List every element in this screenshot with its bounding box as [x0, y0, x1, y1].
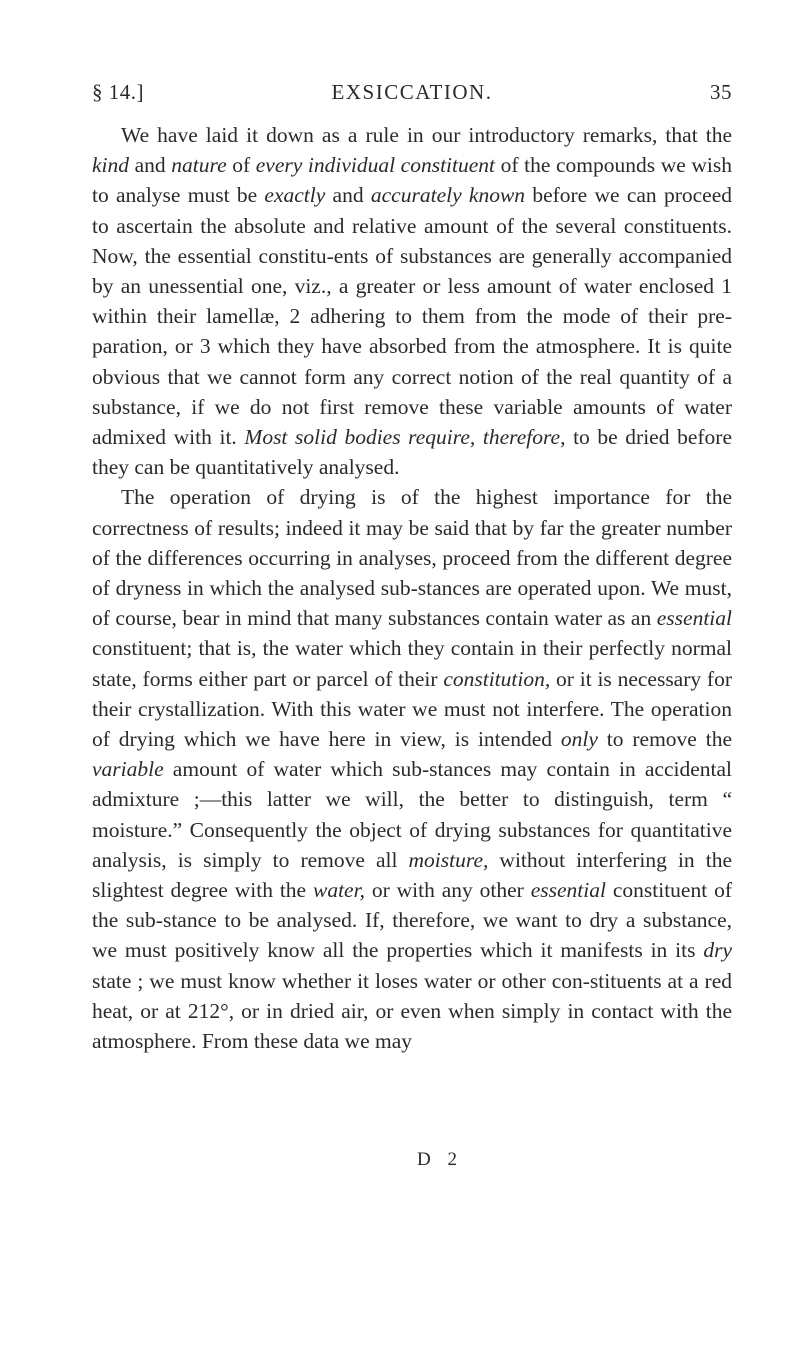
italic-text: constitution,: [443, 666, 551, 691]
italic-text: kind: [92, 153, 130, 178]
body-text: [92, 120, 732, 1056]
text-run: or with any other: [364, 878, 531, 903]
text-run: and: [325, 183, 371, 208]
italic-text: Most solid bodies require, therefore,: [244, 425, 566, 450]
page-number: 35: [710, 80, 732, 104]
text-run: state ; we must know whether it loses water or other con-stituents at a red heat, or at 212°, or in dried air, or even when simply in contact with the atmosphere. From these data we may: [92, 968, 732, 1054]
italic-text: exactly: [264, 183, 326, 208]
text-run: and: [129, 153, 172, 178]
text-run: The operation of drying is of the highest importance for the correctness of results; indeed it may be said that by far the greater number of the differences occurring in analyses, proceed from the different degree of dryness in which the analysed sub-stances are operated upon. We must, of course, bear in mind that many substances contain water as an: [92, 485, 732, 631]
text-run: of: [226, 153, 256, 178]
italic-text: only: [560, 727, 598, 752]
italic-text: variable: [92, 757, 164, 782]
italic-text: dry: [703, 938, 732, 963]
text-run: before we can proceed to ascertain the absolute and relative amount of the several constituents. Now, the essential constitu-ents of substances are generally accompanied by an unessential one, viz., a greater or less amount of water enclosed 1 within their lamellæ, 2 adhering to them from the mode of their pre-paration, or 3 which they have absorbed from the atmosphere. It is quite obvious that we cannot form any correct notion of the real quantity of a substance, if we do not first remove these variable amounts of water admixed with it.: [92, 183, 732, 450]
italic-text: moisture,: [408, 847, 489, 872]
paragraph: [92, 120, 732, 482]
italic-text: essential: [530, 878, 606, 903]
text-run: We have laid it down as a rule in our introductory remarks, that the: [121, 123, 732, 147]
italic-text: water,: [312, 878, 365, 903]
italic-text: accurately known: [370, 183, 526, 208]
italic-text: nature: [171, 153, 227, 178]
text-run: constituent of the sub-stance to be analysed. If, therefore, we want to dry a substance, we must positively know all the properties which it manifests in its: [92, 878, 732, 963]
section-marker: § 14.]: [92, 80, 144, 104]
text-run: or it is necessary for their crystallization. With this water we must not interfere. The operation of drying which we have here in view, is intended: [92, 666, 732, 752]
italic-text: essential: [656, 606, 732, 631]
text-run: constituent; that is, the water which they contain in their perfectly normal state, forms either part or parcel of their: [92, 636, 732, 691]
text-run: of the compounds we wish to analyse must be: [92, 153, 733, 208]
running-header: [92, 80, 732, 110]
paragraph: [92, 482, 732, 1056]
text-run: to remove the: [597, 727, 732, 752]
running-title: EXSICCATION.: [331, 80, 493, 104]
text-run: amount of water which sub-stances may contain in accidental admixture ;—this latter we will, the better to distinguish, term “ moisture.” Consequently the object of drying substances for quantitative analysis, is simply to remove all: [92, 757, 732, 872]
text-run: without interfering in the slightest degree with the: [92, 847, 732, 903]
italic-text: every individual constituent: [255, 153, 496, 178]
signature-mark: D 2: [417, 1149, 463, 1170]
text-run: to be dried before they can be quantitatively analysed.: [92, 425, 732, 480]
